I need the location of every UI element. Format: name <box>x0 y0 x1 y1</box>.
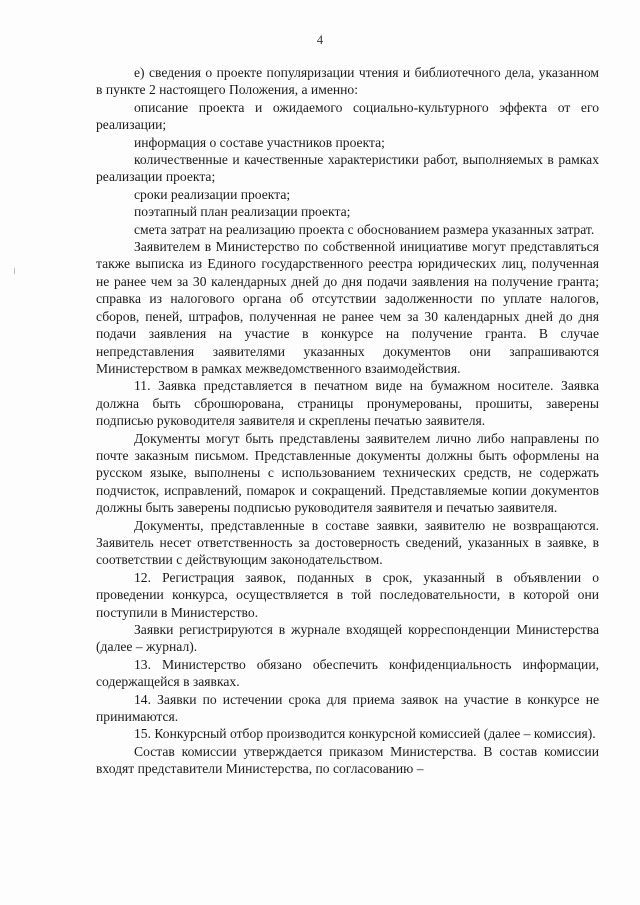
paragraph-clause-11: 11. Заявка представляется в печатном виде на бумажном носителе. Заявка должна быть сброшюрована, страницы пронумерованы, прошиты, заверены подписью руководителя заявителя и скреплены печатью заявителя. <box>96 378 599 429</box>
list-item-characteristics: количественные и качественные характеристики работ, выполняемых в рамках реализации проекта; <box>96 152 599 185</box>
paragraph-project-info: е) сведения о проекте популяризации чтения и библиотечного дела, указанном в пункте 2 настоящего Положения, а именно: <box>96 65 599 98</box>
paragraph-extra-documents: Заявителем в Министерство по собственной инициативе могут представляться также выписка из Единого государственного реестра юридических лиц, полученная не ранее чем за 30 календарных дней до дня подачи заявления на получение гранта; справка из налогового органа об отсутствии задолженности по уплате налогов, сборов, пеней, штрафов, полученная не ранее чем за 30 календарных дней до дня подачи заявления на участие в конкурсе на получение гранта. В случае непредставления заявителями указанных документов они запрашиваются Министерством в рамках межведомственного взаимодействия. <box>96 239 599 376</box>
paragraph-clause-13: 13. Министерство обязано обеспечить конфиденциальность информации, содержащейся в заявках. <box>96 656 599 690</box>
paragraph-registration-journal: Заявки регистрируются в журнале входящей корреспонденции Министерства (далее – журнал). <box>96 622 599 655</box>
paragraph-submission-methods: Документы могут быть представлены заявителем лично либо направлены по почте заказным письмом. Представленные документы должны быть оформлены на русском языке, выполнены с использованием технических средств, не содержать подчисток, исправлений, помарок и сокращений. Представляемые копии документов должны быть заверены подписью руководителя заявителя и печатью заявителя. <box>96 430 599 516</box>
paragraph-clause-12: 12. Регистрация заявок, поданных в срок, указанный в объявлении о проведении конкурса, осуществляется в той последовательности, в которой они поступили в Министерство. <box>96 569 599 620</box>
list-item-budget: смета затрат на реализацию проекта с обоснованием размера указанных затрат. <box>134 221 595 237</box>
paragraph-clause-15: 15. Конкурсный отбор производится конкурсной комиссией (далее – комиссия). <box>134 726 596 742</box>
document-body <box>96 64 599 778</box>
paragraph-no-return: Документы, представленные в составе заявки, заявителю не возвращаются. Заявитель несет ответственность за достоверность сведений, указанных в заявке, в соответствии с действующим законодательством. <box>96 517 599 568</box>
page-number: 4 <box>316 33 324 47</box>
paragraph-commission-composition: Состав комиссии утверждается приказом Министерства. В состав комиссии входят представители Министерства, по согласованию – <box>96 743 599 777</box>
scan-artifact <box>14 268 15 274</box>
list-item-participants: информация о составе участников проекта; <box>134 134 385 150</box>
list-item-description: описание проекта и ожидаемого социально-культурного эффекта от его реализации; <box>96 99 599 133</box>
list-item-timing: сроки реализации проекта; <box>134 186 291 202</box>
list-item-stage-plan: поэтапный план реализации проекта; <box>134 204 351 220</box>
paragraph-clause-14: 14. Заявки по истечении срока для приема заявок на участие в конкурсе не принимаются. <box>96 691 599 725</box>
